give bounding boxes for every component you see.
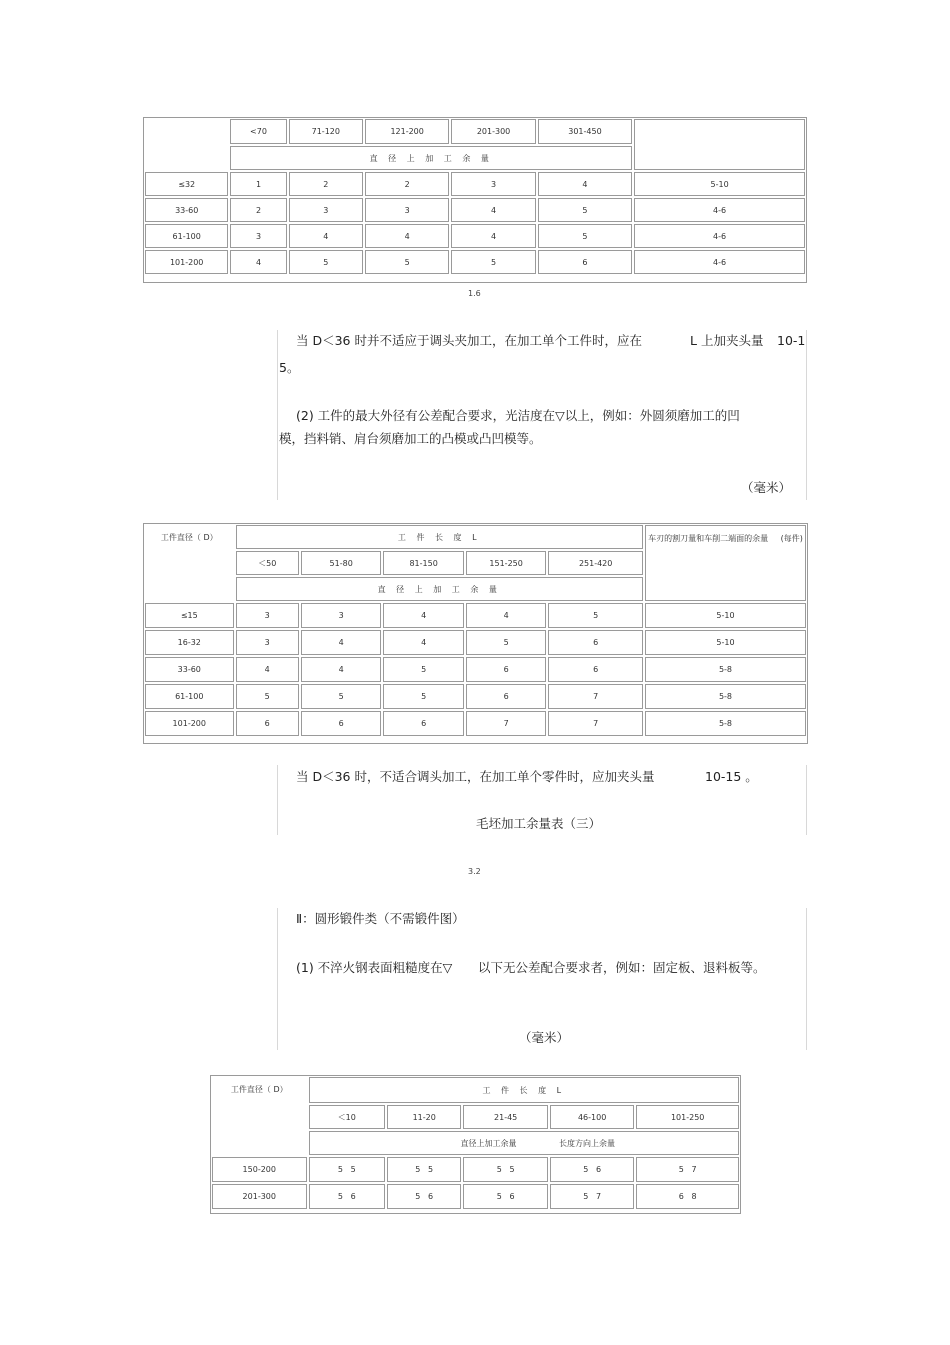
table-cell: 6	[301, 711, 381, 736]
table-cell: 5	[365, 250, 449, 274]
table-cell: ≤32	[145, 172, 228, 196]
margin-line	[806, 330, 807, 500]
para1-line4: 模，挡料销、肩台须磨加工的凸模或凸凹模等。	[279, 431, 542, 446]
table-cell: 4	[301, 657, 381, 682]
table-cell: 3	[236, 630, 299, 655]
para3-unit: （毫米）	[519, 1030, 570, 1045]
para3-line1: Ⅱ：圆形锻件类（不需锻件图）	[296, 911, 465, 926]
table3-length-title: 工 件 长 度 L	[309, 1077, 739, 1103]
table-cell: 3	[236, 603, 299, 628]
table-cell: 6	[548, 630, 643, 655]
table-cell: 4	[383, 630, 463, 655]
table-cell: 5	[383, 684, 463, 709]
table-cell: 5-10	[645, 603, 806, 628]
table-row	[145, 657, 806, 682]
table-cell: 6	[466, 657, 546, 682]
table2-end-header	[645, 525, 806, 601]
table-cell: 5-10	[634, 172, 805, 196]
table-row	[145, 224, 805, 248]
table-cell: 4	[236, 657, 299, 682]
table-row	[145, 711, 806, 736]
para1-line1c: 10-1	[777, 333, 806, 348]
table-row	[145, 172, 805, 196]
table-cell: 61-100	[145, 224, 228, 248]
table1-corner	[145, 119, 228, 170]
table3-sub-header-a: 直径上加工余量	[460, 1138, 517, 1148]
table-row	[212, 1184, 739, 1209]
table1-length-header: 71-120	[289, 119, 363, 144]
table-cell: 6	[383, 711, 463, 736]
table-cell: 5	[538, 198, 632, 222]
table3-sub-header	[309, 1131, 739, 1155]
table-cell: 5	[289, 250, 363, 274]
table2-end-header-note: (每件)	[780, 534, 803, 543]
table3-length-header: 11-20	[387, 1105, 461, 1129]
para1-line1a: 当 D＜36 时并不适应于调头夹加工，在加工单个工件时，应在	[296, 333, 642, 348]
para2-line1b: 10-15 。	[705, 769, 758, 784]
table-row	[145, 250, 805, 274]
table-cell: 33-60	[145, 657, 234, 682]
table-cell: 5 5	[463, 1157, 547, 1182]
table1-length-header: 201-300	[451, 119, 535, 144]
table3-length-header: 21-45	[463, 1105, 547, 1129]
table-cell: 4-6	[634, 198, 805, 222]
table-cell: 4-6	[634, 224, 805, 248]
table-cell: 5 5	[309, 1157, 385, 1182]
table-cell: 3	[289, 198, 363, 222]
table-cell: 4-6	[634, 250, 805, 274]
table-cell: 1	[230, 172, 286, 196]
table-cell: 4	[230, 250, 286, 274]
table-cell: 101-200	[145, 250, 228, 274]
table1	[143, 117, 807, 276]
table-cell: 7	[466, 711, 546, 736]
table-cell: 5	[548, 603, 643, 628]
table-cell: 6 8	[636, 1184, 739, 1209]
table-cell: 7	[548, 711, 643, 736]
table1-length-header: <70	[230, 119, 286, 144]
table3-length-header: ＜10	[309, 1105, 385, 1129]
table-cell: 6	[538, 250, 632, 274]
table-row	[145, 684, 806, 709]
table2-length-header: 81-150	[383, 551, 463, 575]
table3-diameter-header: 工件直径（ D）	[230, 1085, 288, 1094]
margin-line	[806, 908, 807, 1050]
para3-line2b: 以下无公差配合要求者，例如：固定板、退料板等。	[478, 960, 766, 975]
para1-line2: 5。	[279, 360, 300, 375]
table-cell: 5-10	[645, 630, 806, 655]
table2-length-header: ＜50	[236, 551, 299, 575]
table-cell: 4	[365, 224, 449, 248]
table-cell: 2	[289, 172, 363, 196]
para1-unit: （毫米）	[741, 480, 792, 495]
table-row	[145, 198, 805, 222]
table-cell: 201-300	[212, 1184, 307, 1209]
table-cell: 5	[451, 250, 535, 274]
table-cell: 4	[289, 224, 363, 248]
table-cell: 5	[383, 657, 463, 682]
para2-title: 毛坯加工余量表（三）	[476, 816, 602, 831]
table2-length-header: 51-80	[301, 551, 381, 575]
table-cell: 5 7	[550, 1184, 634, 1209]
table-cell: 5 6	[550, 1157, 634, 1182]
table-row	[145, 603, 806, 628]
margin-line	[806, 765, 807, 835]
table2-end-header-text: 车刃的割刀量和车削二端面的余量	[648, 534, 769, 543]
table-cell: 7	[548, 684, 643, 709]
table2-length-title: 工 件 长 度 L	[236, 525, 643, 549]
table2-length-header: 151-250	[466, 551, 546, 575]
para3-line2a: (1) 不淬火钢表面粗糙度在▽	[296, 960, 453, 975]
table-cell: 6	[466, 684, 546, 709]
para1-line3: (2) 工件的最大外径有公差配合要求，光洁度在▽以上，例如：外圆须磨加工的凹	[296, 408, 740, 423]
table1-end-header	[634, 119, 805, 170]
table-cell: 101-200	[145, 711, 234, 736]
page-number: 1.6	[468, 289, 481, 298]
table3-sub-header-b: 长度方向上余量	[559, 1138, 616, 1148]
page-number: 3.2	[468, 867, 481, 876]
table-cell: 3	[451, 172, 535, 196]
table-cell: 5-8	[645, 657, 806, 682]
table-cell: 4	[451, 198, 535, 222]
table-cell: 5 5	[387, 1157, 461, 1182]
table-cell: 3	[230, 224, 286, 248]
table2-length-header: 251-420	[548, 551, 643, 575]
table3-length-header: 46-100	[550, 1105, 634, 1129]
table2-sub-header: 直 径 上 加 工 余 量	[236, 577, 643, 601]
table-cell: 2	[230, 198, 286, 222]
table-cell: 4	[466, 603, 546, 628]
table-cell: 6	[548, 657, 643, 682]
table-cell: 5 7	[636, 1157, 739, 1182]
para2-line1a: 当 D＜36 时，不适合调头加工，在加工单个零件时，应加夹头量	[296, 769, 655, 784]
table-cell: 5	[301, 684, 381, 709]
table-cell: 61-100	[145, 684, 234, 709]
table-cell: 4	[301, 630, 381, 655]
table-cell: 5 6	[309, 1184, 385, 1209]
table1-sub-header: 直 径 上 加 工 余 量	[230, 146, 632, 170]
table-row	[212, 1157, 739, 1182]
table-row	[145, 630, 806, 655]
table-cell: 4	[383, 603, 463, 628]
table-cell: 4	[451, 224, 535, 248]
table3	[210, 1075, 741, 1211]
margin-line	[277, 908, 278, 1050]
table-cell: 3	[301, 603, 381, 628]
table1-length-header: 301-450	[538, 119, 632, 144]
table-cell: 5-8	[645, 711, 806, 736]
table-cell: ≤15	[145, 603, 234, 628]
table1-length-header: 121-200	[365, 119, 449, 144]
table-cell: 6	[236, 711, 299, 736]
table-cell: 5	[466, 630, 546, 655]
table-cell: 3	[365, 198, 449, 222]
table-cell: 150-200	[212, 1157, 307, 1182]
table2	[143, 523, 808, 738]
table-cell: 5	[538, 224, 632, 248]
table-cell: 5-8	[645, 684, 806, 709]
table2-diameter-header: 工件直径（ D）	[160, 533, 218, 542]
table-cell: 16-32	[145, 630, 234, 655]
table-cell: 5 6	[463, 1184, 547, 1209]
table-cell: 5 6	[387, 1184, 461, 1209]
table-cell: 2	[365, 172, 449, 196]
para1-line1b: L 上加夹头量	[690, 333, 764, 348]
margin-line	[277, 330, 278, 500]
table-cell: 33-60	[145, 198, 228, 222]
margin-line	[277, 765, 278, 835]
table-cell: 4	[538, 172, 632, 196]
table3-length-header: 101-250	[636, 1105, 739, 1129]
table-cell: 5	[236, 684, 299, 709]
